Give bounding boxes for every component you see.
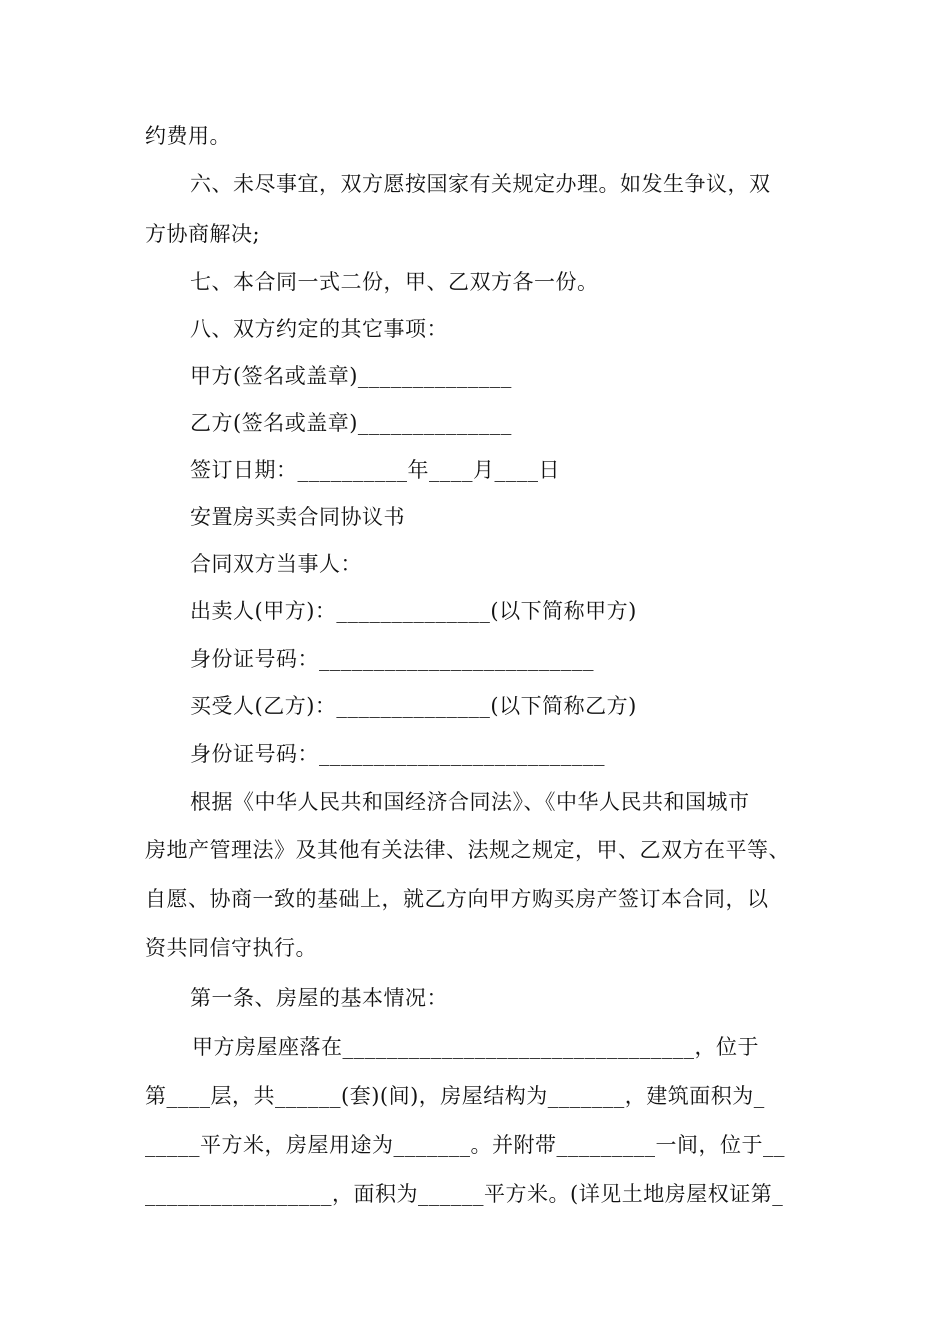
contract-title: 安置房买卖合同协议书 xyxy=(190,505,405,529)
paragraph-line: 房地产管理法》及其他有关法律、法规之规定，甲、乙双方在平等、 xyxy=(145,838,790,862)
paragraph-line: 资共同信守执行。 xyxy=(145,936,317,960)
paragraph-line: 根据《中华人民共和国经济合同法》、《中华人民共和国城市 xyxy=(190,790,750,814)
paragraph-line: 甲方房屋座落在________________________________，位于 xyxy=(192,1035,759,1059)
signature-line-party-b: 乙方(签名或盖章)______________ xyxy=(190,411,512,435)
paragraph-line: 第____层，共______(套)(间)，房屋结构为_______，建筑面积为_ xyxy=(145,1084,765,1108)
paragraph-line: _________________，面积为______平方米。(详见土地房屋权证第_ xyxy=(145,1182,784,1206)
paragraph-line: 约费用。 xyxy=(145,124,231,148)
buyer-line: 买受人(乙方)：______________(以下简称乙方) xyxy=(190,694,637,718)
paragraph-line: 合同双方当事人： xyxy=(190,552,362,576)
seller-line: 出卖人(甲方)：______________(以下简称甲方) xyxy=(190,599,637,623)
paragraph-line: 六、未尽事宜，双方愿按国家有关规定办理。如发生争议，双 xyxy=(190,172,771,196)
seller-id-line: 身份证号码：_________________________ xyxy=(190,647,594,671)
paragraph-line: 自愿、协商一致的基础上，就乙方向甲方购买房产签订本合同，以 xyxy=(145,887,769,911)
paragraph-line: 八、双方约定的其它事项： xyxy=(190,317,448,341)
signing-date-line: 签订日期：__________年____月____日 xyxy=(190,458,560,482)
paragraph-line: 七、本合同一式二份，甲、乙双方各一份。 xyxy=(190,270,599,294)
paragraph-line: _____平方米，房屋用途为_______。并附带_________一间，位于__ xyxy=(145,1133,785,1157)
signature-line-party-a: 甲方(签名或盖章)______________ xyxy=(190,364,512,388)
buyer-id-line: 身份证号码：__________________________ xyxy=(190,742,605,766)
paragraph-line: 方协商解决; xyxy=(145,222,261,246)
section-heading: 第一条、房屋的基本情况： xyxy=(190,986,448,1010)
